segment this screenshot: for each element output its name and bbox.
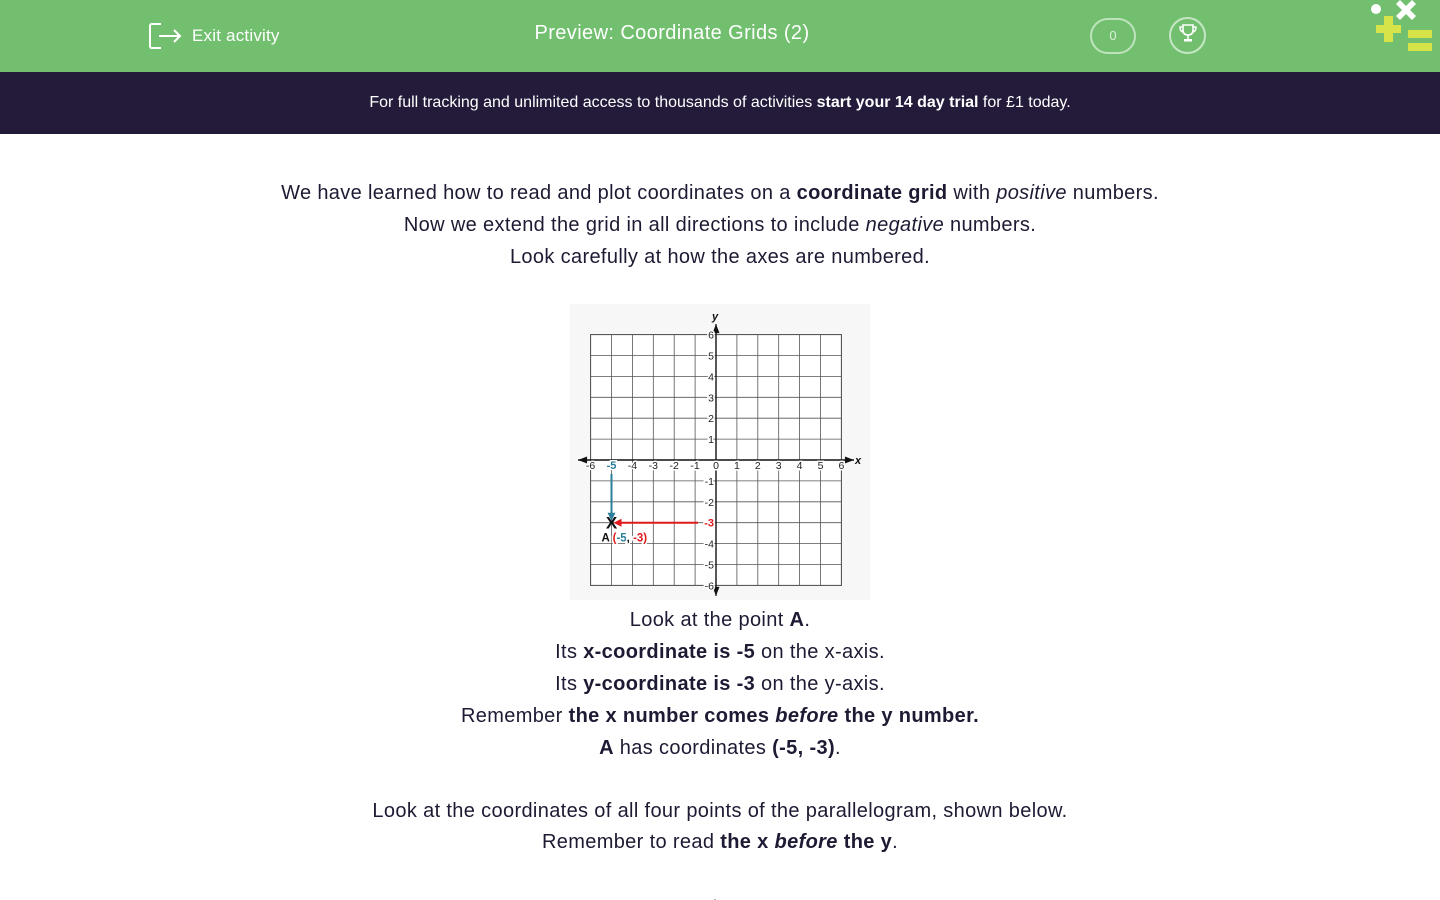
y-tick-label: -6: [704, 580, 714, 593]
y-tick-label: 2: [708, 413, 714, 426]
y-tick-label: 1: [708, 434, 714, 447]
promo-trial-link[interactable]: start your 14 day trial: [816, 94, 979, 111]
trophy-icon: [1177, 22, 1199, 49]
y-tick-label: 5: [708, 350, 714, 363]
promo-text-end: for £1 today.: [978, 94, 1071, 111]
y-tick-label: -4: [704, 538, 714, 551]
explain-line-5: A has coordinates (-5, -3).: [599, 737, 841, 759]
x-tick-label: 2: [754, 460, 761, 472]
x-tick-label: 0: [713, 460, 719, 472]
point-a-marker: X: [605, 513, 618, 533]
y-tick-label: -5: [704, 559, 714, 572]
point-a-name: A: [601, 532, 610, 545]
x-tick-label: -2: [669, 460, 679, 472]
coordinate-grid-diagram: [570, 304, 870, 600]
explain-line-4: Remember the x number comes before the y number.: [460, 705, 980, 727]
coord-open: (: [612, 532, 617, 545]
promo-text: For full tracking and unlimited access to thousands of activities: [369, 94, 817, 111]
x-tick-label: 5: [817, 460, 824, 472]
x-tick-label: -6: [585, 460, 596, 472]
next-line-2: Remember to read the x before the y.: [541, 831, 899, 853]
trophy-button[interactable]: [1169, 17, 1206, 54]
coord-y: -3: [633, 532, 644, 545]
y-tick-label: -2: [704, 496, 714, 509]
coord-close: ): [643, 532, 648, 545]
coord-separator: ,: [626, 532, 634, 545]
x-tick-label: -3: [648, 460, 658, 472]
y-tick-label: 6: [708, 329, 714, 342]
intro-line-1: We have learned how to read and plot coordinates on a coordinate grid with positive numbers.: [281, 182, 1159, 204]
x-tick-label: 4: [796, 460, 803, 472]
y-tick-label: 3: [708, 392, 714, 405]
exit-activity-label: Exit activity: [192, 26, 280, 45]
x-tick-label: 1: [733, 460, 740, 472]
score-badge: 0: [1090, 18, 1136, 54]
trial-promo-banner[interactable]: [0, 72, 1440, 134]
y-tick-label: -1: [704, 475, 714, 488]
point-a-label: [602, 533, 648, 545]
top-bar: [0, 0, 1440, 72]
intro-line-2: Now we extend the grid in all directions to include negative numbers.: [403, 214, 1037, 236]
explain-line-2: Its x-coordinate is -5 on the x-axis.: [555, 641, 885, 663]
coord-x: -5: [616, 532, 627, 545]
intro-line-3: Look carefully at how the axes are numbered.: [509, 246, 931, 268]
x-tick-label: 3: [775, 460, 782, 472]
x-axis-label: x: [854, 455, 862, 467]
y-tick-label: -3: [704, 517, 714, 530]
x-tick-label: -4: [627, 460, 638, 472]
explain-line-3: Its y-coordinate is -3 on the y-axis.: [555, 673, 885, 695]
coordinate-grid-svg: [570, 304, 870, 600]
x-tick-label: 6: [838, 460, 845, 472]
explain-line-1: Look at the point A.: [629, 609, 811, 631]
activity-title: Preview: Coordinate Grids (2): [534, 22, 810, 44]
next-line-1: Look at the coordinates of all four points of the parallelogram, shown below.: [372, 800, 1068, 822]
next-diagram-edge: [705, 893, 725, 900]
x-tick-label: -5: [606, 460, 617, 472]
y-tick-label: 4: [708, 371, 714, 384]
y-axis-label: y: [712, 311, 719, 324]
edplace-logo: [1366, 0, 1440, 60]
x-tick-label: -1: [690, 460, 700, 472]
